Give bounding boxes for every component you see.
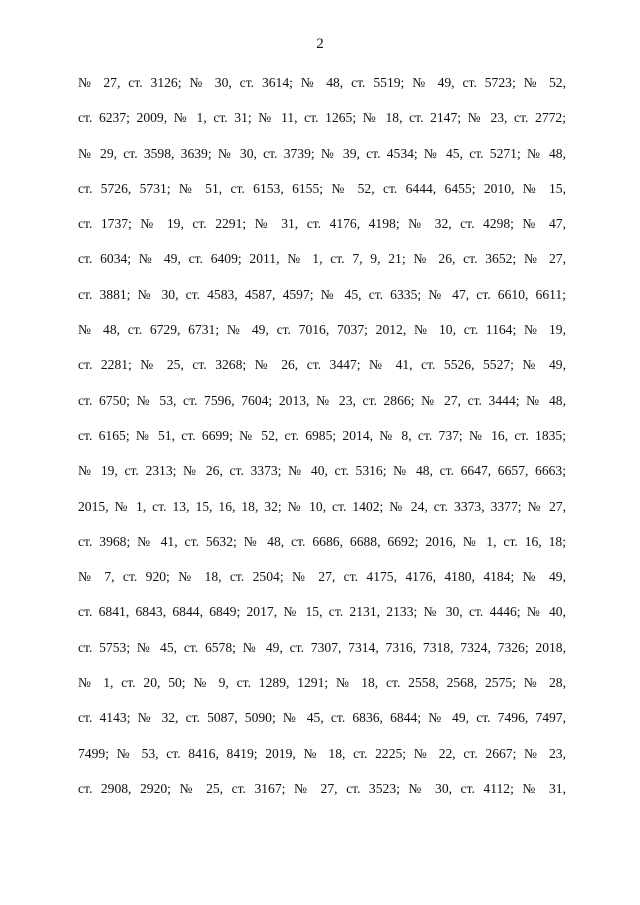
text-line: ст. 4143; № 32, ст. 5087, 5090; № 45, ст. 6836, 6844; № 49, ст. 7496, 7497, (78, 710, 566, 726)
text-line: № 48, ст. 6729, 6731; № 49, ст. 7016, 7037; 2012, № 10, ст. 1164; № 19, (78, 322, 566, 338)
text-line: № 1, ст. 20, 50; № 9, ст. 1289, 1291; № 18, ст. 2558, 2568, 2575; № 28, (78, 675, 566, 691)
text-line: 2015, № 1, ст. 13, 15, 16, 18, 32; № 10, ст. 1402; № 24, ст. 3373, 3377; № 27, (78, 498, 566, 514)
text-line: ст. 6237; 2009, № 1, ст. 31; № 11, ст. 1265; № 18, ст. 2147; № 23, ст. 2772; (78, 110, 566, 126)
text-line: ст. 5726, 5731; № 51, ст. 6153, 6155; № 52, ст. 6444, 6455; 2010, № 15, (78, 180, 566, 196)
page-number: 2 (316, 36, 324, 52)
text-line: ст. 6841, 6843, 6844, 6849; 2017, № 15, ст. 2131, 2133; № 30, ст. 4446; № 40, (78, 604, 566, 620)
text-line: ст. 3881; № 30, ст. 4583, 4587, 4597; № 45, ст. 6335; № 47, ст. 6610, 6611; (78, 286, 566, 302)
text-line: ст. 1737; № 19, ст. 2291; № 31, ст. 4176, 4198; № 32, ст. 4298; № 47, (78, 216, 566, 232)
text-line: № 27, ст. 3126; № 30, ст. 3614; № 48, ст. 5519; № 49, ст. 5723; № 52, (78, 75, 566, 90)
text-line: ст. 6750; № 53, ст. 7596, 7604; 2013, № 23, ст. 2866; № 27, ст. 3444; № 48, (78, 392, 566, 408)
text-line: ст. 2908, 2920; № 25, ст. 3167; № 27, ст. 3523; № 30, ст. 4112; № 31, (78, 780, 566, 796)
text-line: ст. 6034; № 49, ст. 6409; 2011, № 1, ст. 7, 9, 21; № 26, ст. 3652; № 27, (78, 251, 566, 267)
text-line: № 7, ст. 920; № 18, ст. 2504; № 27, ст. 4175, 4176, 4180, 4184; № 49, (78, 569, 566, 585)
text-line: ст. 5753; № 45, ст. 6578; № 49, ст. 7307, 7314, 7316, 7318, 7324, 7326; 2018, (78, 639, 566, 655)
text-line: ст. 3968; № 41, ст. 5632; № 48, ст. 6686, 6688, 6692; 2016, № 1, ст. 16, 18; (78, 533, 566, 549)
text-line: ст. 2281; № 25, ст. 3268; № 26, ст. 3447; № 41, ст. 5526, 5527; № 49, (78, 357, 566, 373)
text-line: № 29, ст. 3598, 3639; № 30, ст. 3739; № 39, ст. 4534; № 45, ст. 5271; № 48, (78, 145, 566, 161)
body-text (78, 72, 566, 813)
text-line: № 19, ст. 2313; № 26, ст. 3373; № 40, ст. 5316; № 48, ст. 6647, 6657, 6663; (78, 463, 566, 479)
text-line: 7499; № 53, ст. 8416, 8419; 2019, № 18, ст. 2225; № 22, ст. 2667; № 23, (78, 745, 566, 761)
text-line: ст. 6165; № 51, ст. 6699; № 52, ст. 6985; 2014, № 8, ст. 737; № 16, ст. 1835; (78, 427, 566, 443)
